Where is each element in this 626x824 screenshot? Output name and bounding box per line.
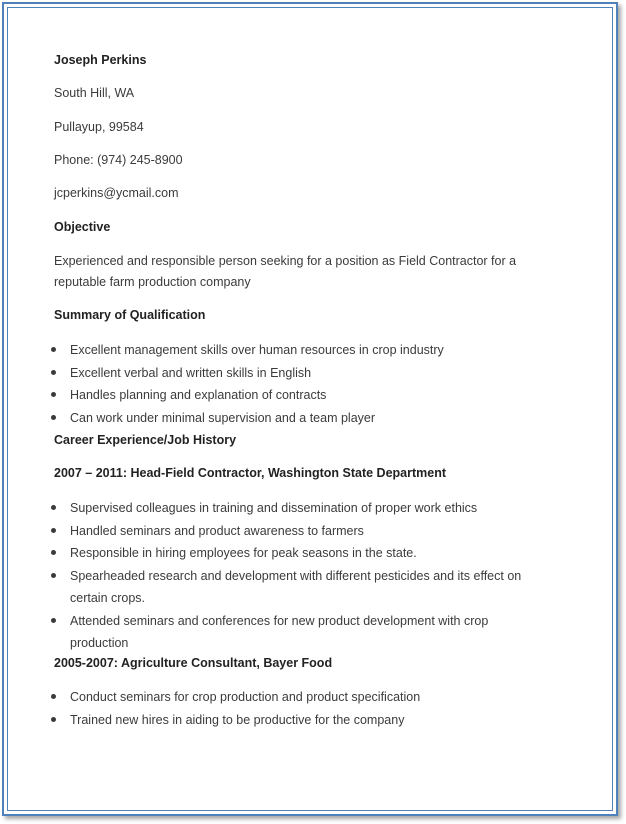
job-title: 2005-2007: Agriculture Consultant, Bayer Food	[54, 656, 333, 670]
contact-city: South Hill, WA	[54, 86, 135, 100]
bullet-icon	[51, 550, 56, 555]
list-item: Handles planning and explanation of contracts	[54, 384, 554, 407]
list-item: Supervised colleagues in training and dissemination of proper work ethics	[54, 497, 554, 520]
list-item: Attended seminars and conferences for new product development with crop production	[54, 610, 554, 655]
contact-email: jcperkins@ycmail.com	[54, 186, 179, 200]
bullet-icon	[51, 618, 56, 623]
bullet-icon	[51, 694, 56, 699]
list-item: Excellent verbal and written skills in English	[54, 362, 554, 385]
list-item: Responsible in hiring employees for peak seasons in the state.	[54, 542, 554, 565]
bullet-icon	[51, 717, 56, 722]
objective-text: Experienced and responsible person seeking for a position as Field Contractor for a reputable farm production company	[54, 254, 517, 289]
bullet-icon	[51, 573, 56, 578]
qualification-list	[54, 339, 554, 429]
list-item: Handled seminars and product awareness to farmers	[54, 520, 554, 543]
applicant-name: Joseph Perkins	[54, 53, 147, 67]
career-heading: Career Experience/Job History	[54, 433, 237, 447]
list-item: Conduct seminars for crop production and product specification	[54, 686, 554, 709]
bullet-icon	[51, 505, 56, 510]
job-title: 2007 – 2011: Head-Field Contractor, Washington State Department	[54, 466, 446, 480]
bullet-icon	[51, 392, 56, 397]
objective-heading: Objective	[54, 220, 111, 234]
job-duties-list	[54, 497, 554, 655]
list-item: Can work under minimal supervision and a team player	[54, 407, 554, 430]
list-item: Trained new hires in aiding to be productive for the company	[54, 709, 554, 732]
list-item: Spearheaded research and development with different pesticides and its effect on certain crops.	[54, 565, 554, 610]
contact-phone: Phone: (974) 245-8900	[54, 153, 183, 167]
contact-address: Pullayup, 99584	[54, 120, 144, 134]
bullet-icon	[51, 415, 56, 420]
bullet-icon	[51, 347, 56, 352]
qualification-heading: Summary of Qualification	[54, 308, 206, 322]
bullet-icon	[51, 528, 56, 533]
job-duties-list	[54, 686, 554, 731]
bullet-icon	[51, 370, 56, 375]
list-item: Excellent management skills over human resources in crop industry	[54, 339, 554, 362]
